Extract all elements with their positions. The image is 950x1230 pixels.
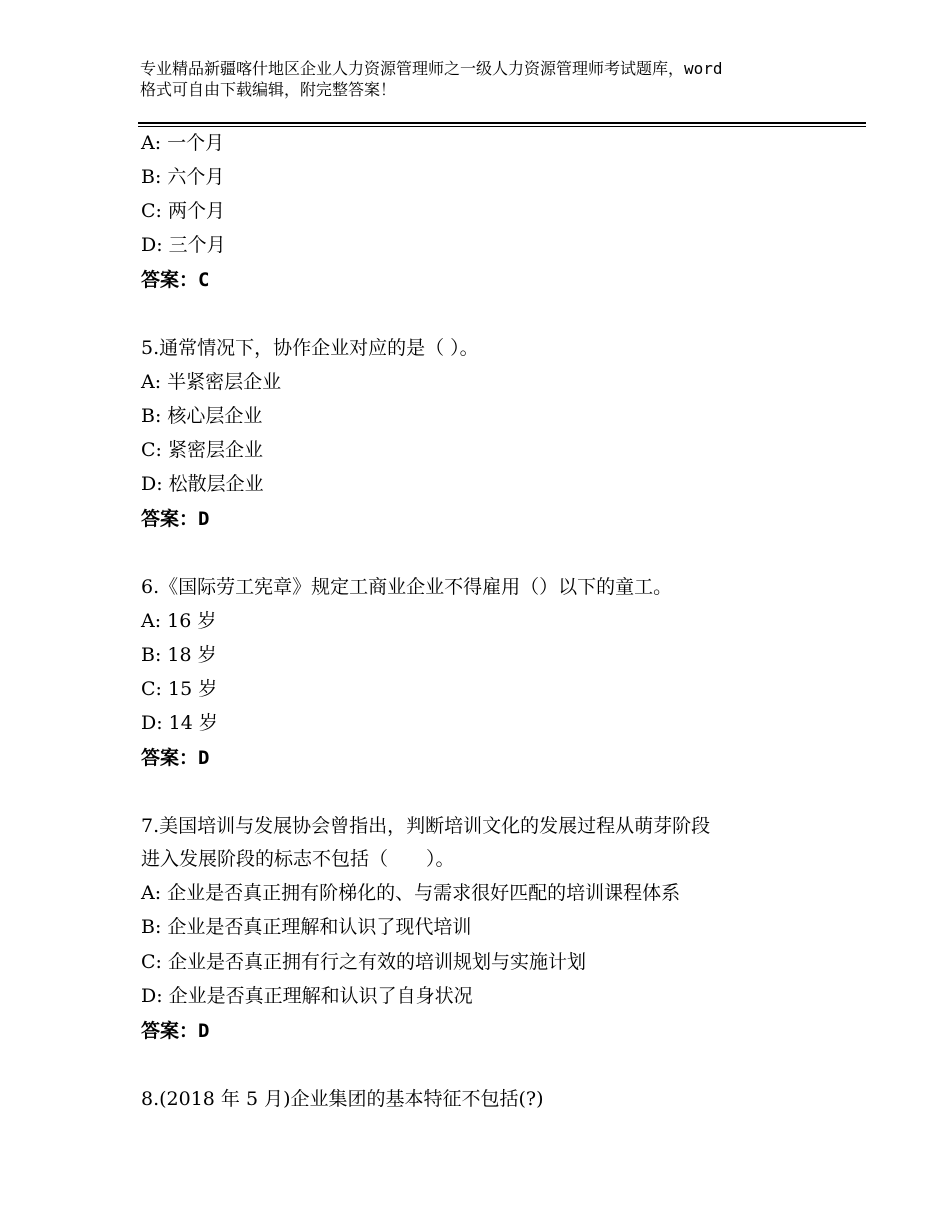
q5-option-a: A: 半紧密层企业 [141, 371, 282, 393]
header-divider-thin [138, 126, 866, 127]
q8-question: 8.(2018 年 5 月)企业集团的基本特征不包括(?) [141, 1088, 544, 1110]
q7-question-line-1: 7.美国培训与发展协会曾指出，判断培训文化的发展过程从萌芽阶段 [141, 815, 711, 837]
q6-option-b: B: 18 岁 [141, 644, 217, 666]
q4-option-c: C: 两个月 [141, 200, 225, 222]
q7-option-b: B: 企业是否真正理解和认识了现代培训 [141, 916, 472, 938]
q6-option-a: A: 16 岁 [141, 610, 217, 632]
q4-option-a: A: 一个月 [141, 132, 225, 154]
q5-option-c: C: 紧密层企业 [141, 439, 263, 461]
q6-answer: 答案：D [141, 747, 210, 769]
q5-option-b: B: 核心层企业 [141, 405, 263, 427]
q4-option-d: D: 三个月 [141, 234, 226, 256]
q7-answer: 答案：D [141, 1020, 210, 1042]
q7-option-c: C: 企业是否真正拥有行之有效的培训规划与实施计划 [141, 951, 586, 973]
q5-question: 5.通常情况下，协作企业对应的是（ ）。 [141, 337, 479, 359]
q6-question: 6.《国际劳工宪章》规定工商业企业不得雇用（）以下的童工。 [141, 576, 673, 598]
q4-option-b: B: 六个月 [141, 166, 225, 188]
header-line-1: 专业精品新疆喀什地区企业人力资源管理师之一级人力资源管理师考试题库，word [140, 59, 723, 78]
q7-option-d: D: 企业是否真正理解和认识了自身状况 [141, 985, 473, 1007]
q4-answer: 答案：C [141, 269, 210, 291]
q7-question-line-2: 进入发展阶段的标志不包括（ ）。 [141, 848, 455, 870]
header-line-2: 格式可自由下载编辑，附完整答案！ [140, 80, 397, 99]
q7-option-a: A: 企业是否真正拥有阶梯化的、与需求很好匹配的培训课程体系 [141, 882, 681, 904]
q6-option-c: C: 15 岁 [141, 678, 218, 700]
q5-answer: 答案：D [141, 508, 210, 530]
q6-option-d: D: 14 岁 [141, 712, 218, 734]
q5-option-d: D: 松散层企业 [141, 473, 264, 495]
header-divider [138, 122, 866, 124]
document-header [140, 58, 840, 100]
